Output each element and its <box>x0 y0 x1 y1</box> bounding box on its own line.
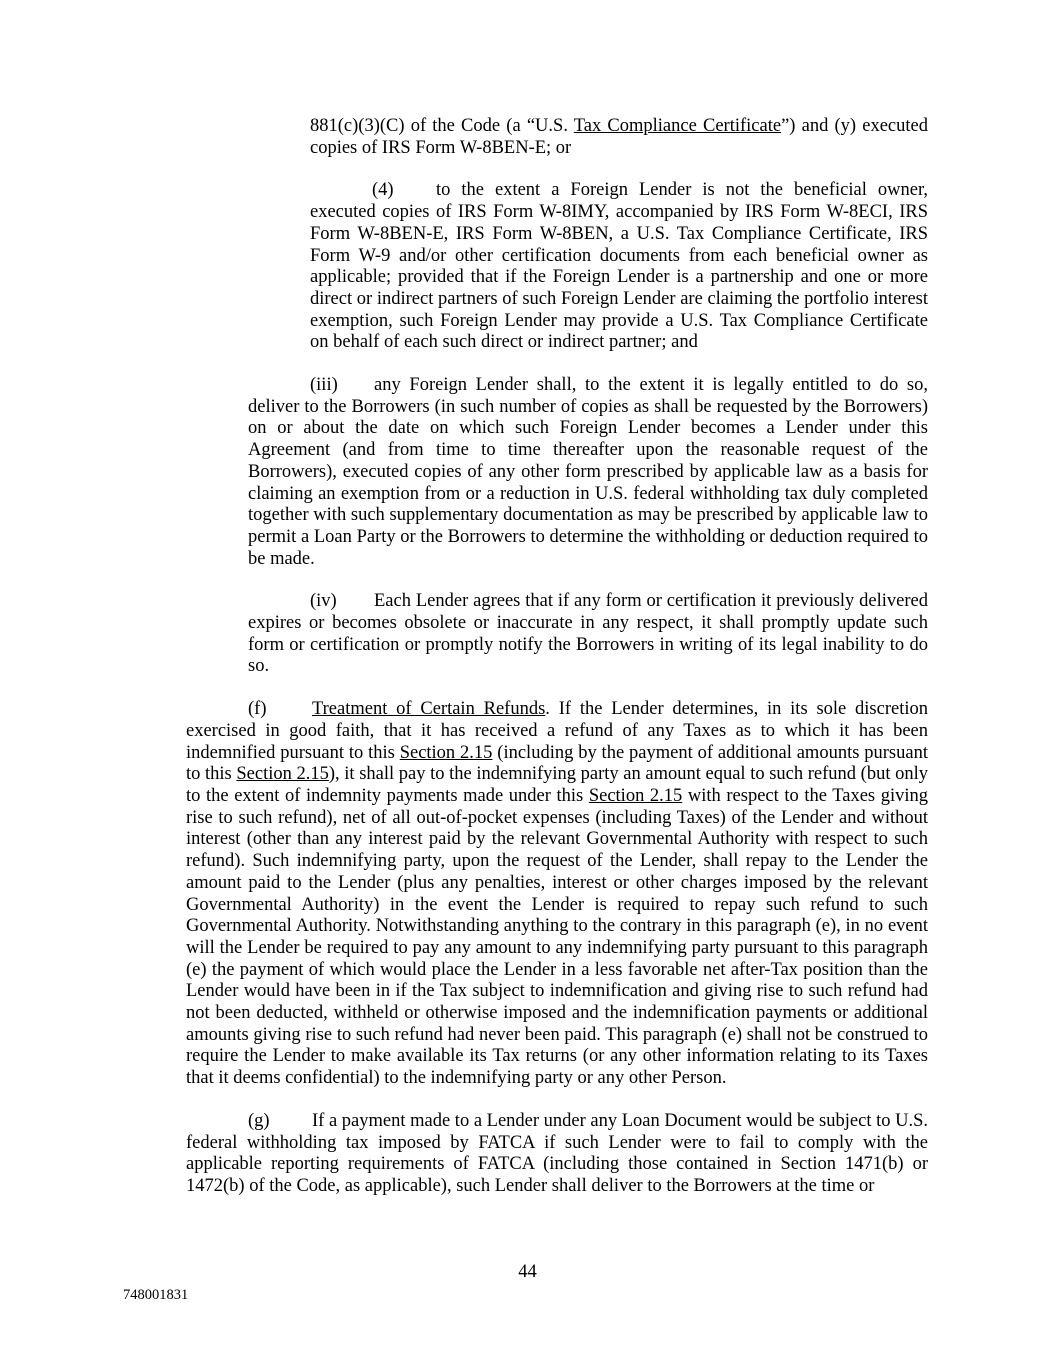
paragraph-iv <box>248 591 928 678</box>
section-2-15-reference: Section 2.15 <box>588 785 683 806</box>
paragraph-text: ”) and (y) executed copies of IRS Form W-8BEN-E; or <box>310 116 928 158</box>
section-2-15-reference: Section 2.15 <box>236 764 329 785</box>
section-2-15-reference: Section 2.15 <box>399 742 493 763</box>
page-number: 44 <box>518 1262 537 1282</box>
paragraph-iii <box>248 375 928 570</box>
paragraph-4 <box>310 180 928 354</box>
paragraph-f <box>186 699 928 1090</box>
paragraph-text: 881(c)(3)(C) of the Code (a “U.S. <box>310 116 574 136</box>
paragraph-text: Each Lender agrees that if any form or certification it previously delivered expires or becomes obsolete or inaccurate in any respect, it shall promptly update such form or certification or promptly notify the Borrowers in writing of its legal inability to do so. <box>248 591 928 677</box>
paragraph-text: with respect to the Taxes giving rise to such refund), net of all out-of-pocket expenses (including Taxes) of the Lender and without interest (other than any interest paid by the relevant Governmental Authority with respect to such refund). Such indemnifying party, upon the request of the Lender, shall repay to the Lender the amount paid to the Lender (plus any penalties, interest or other charges imposed by the relevant Governmental Authority) in the event the Lender is required to repay such refund to such Governmental Authority. Notwithstanding anything to the contrary in this paragraph (e), in no event will the Lender be required to pay any amount to any indemnifying party pursuant to this paragraph (e) the payment of which would place the Lender in a less favorable net after-Tax position than the Lender would have been in if the Tax subject to indemnification and giving rise to such refund had not been deducted, withheld or otherwise imposed and the indemnification payments or additional amounts giving rise to such refund had never been paid. This paragraph (e) shall not be construed to require the Lender to make available its Tax returns (or any other information relating to its Taxes that it deems confidential) to the indemnifying party or any other Person. <box>186 785 928 1089</box>
paragraph-text: ), it shall pay to the indemnifying party an amount equal to such refund (but only to the extent of indemnity payments made under this <box>186 764 928 806</box>
paragraph-label: (iv) <box>310 591 337 612</box>
defined-term-tax-compliance-certificate: Tax Compliance Certificate <box>573 116 782 136</box>
paragraph-text: . If the Lender determines, in its sole discretion exercised in good faith, that it has received a refund of any Taxes as to which it has been indemnified pursuant to this <box>186 699 928 763</box>
paragraph-text: If a payment made to a Lender under any Loan Document would be subject to U.S. federal withholding tax imposed by FATCA if such Lender were to fail to comply with the applicable reporting requirements of FATCA (including those contained in Section 1471(b) or 1472(b) of the Code, as applicable), such Lender shall deliver to the Borrowers at the time or <box>186 1110 928 1196</box>
paragraph-text: any Foreign Lender shall, to the extent it is legally entitled to do so, deliver to the Borrowers (in such number of copies as shall be requested by the Borrowers) on or about the date on which such Foreign Lender becomes a Lender under this Agreement (and from time to time thereafter upon the reasonable request of the Borrowers), executed copies of any other form prescribed by applicable law as a basis for claiming an exemption from or a reduction in U.S. federal withholding tax duly completed together with such supplementary documentation as may be prescribed by applicable law to permit a Loan Party or the Borrowers to determine the withholding or deduction required to be made. <box>248 375 928 569</box>
heading-treatment-of-certain-refunds: Treatment of Certain Refunds <box>312 699 546 720</box>
document-id: 748001831 <box>123 1287 189 1303</box>
paragraph-label: (4) <box>372 180 394 201</box>
paragraph-label: (g) <box>248 1110 270 1131</box>
paragraph-text: to the extent a Foreign Lender is not the beneficial owner, executed copies of IRS Form W-8IMY, accompanied by IRS Form W-8ECI, IRS Form W-8BEN-E, IRS Form W-8BEN, a U.S. Tax Compliance Certificate, IRS Form W-9 and/or other certification documents from each beneficial owner as applicable; provided that if the Foreign Lender is a partnership and one or more direct or indirect partners of such Foreign Lender are claiming the portfolio interest exemption, such Foreign Lender may provide a U.S. Tax Compliance Certificate on behalf of each such direct or indirect partner; and <box>310 180 928 353</box>
paragraph-g <box>186 1111 928 1198</box>
paragraph-label: (f) <box>248 699 267 720</box>
paragraph-label: (iii) <box>310 375 338 396</box>
document-body <box>186 116 928 1219</box>
paragraph-881-continuation <box>310 116 928 159</box>
paragraph-text: (including by the payment of additional amounts pursuant to this <box>186 742 928 785</box>
